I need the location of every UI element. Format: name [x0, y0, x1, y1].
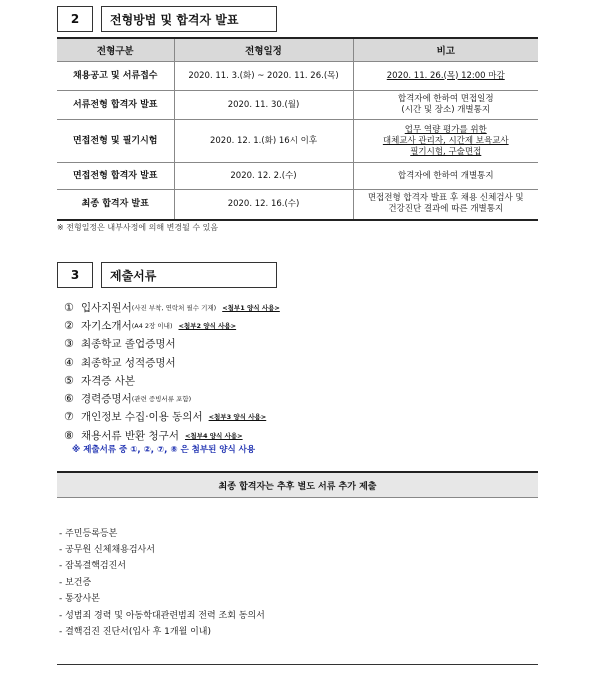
extra-documents-list — [59, 524, 265, 639]
list-item: - 성범죄 경력 및 아동학대관련범죄 전력 조회 동의서 — [59, 610, 265, 621]
stage-note: 합격자에 한하여 개별통지 — [353, 163, 538, 190]
table-header-row — [57, 38, 538, 62]
table-row — [57, 120, 538, 163]
table-row — [57, 190, 538, 220]
table-row — [57, 62, 538, 91]
stage-date: 2020. 11. 30.(월) — [174, 91, 353, 120]
list-item: ⑧ 채용서류 반환 청구서 <첨부4 양식 사용> — [64, 428, 243, 442]
stage-date: 2020. 12. 16.(수) — [174, 190, 353, 220]
section-2-heading — [57, 6, 277, 32]
list-item: - 잠복결핵검진서 — [59, 561, 126, 572]
section-number: 2 — [57, 6, 93, 32]
list-item: - 보건증 — [59, 577, 92, 588]
column-header: 전형일정 — [174, 38, 353, 62]
list-item: ⑦ 개인정보 수집·이용 동의서 <첨부3 양식 사용> — [64, 410, 267, 424]
table-row — [57, 163, 538, 190]
list-item: ② 자기소개서 (A4 2장 이내) <첨부2 양식 사용> — [64, 318, 237, 332]
stage-note: 업무 역량 평가를 위한 대체교사 관리자, 시간제 보육교사 필기시험, 구술면접 — [353, 120, 538, 163]
list-item: - 공무원 신체채용검사서 — [59, 545, 155, 556]
list-item: ⑤ 자격증 사본 — [64, 373, 136, 387]
final-submission-banner: 최종 합격자는 추후 별도 서류 추가 제출 — [57, 471, 538, 498]
section-3-heading — [57, 262, 277, 288]
list-item: ③ 최종학교 졸업증명서 — [64, 337, 176, 351]
section-title: 제출서류 — [101, 262, 277, 288]
bottom-divider — [57, 664, 538, 665]
section-number: 3 — [57, 262, 93, 288]
stage-note: 면접전형 합격자 발표 후 채용 신체검사 및 건강진단 결과에 따른 개별통지 — [353, 190, 538, 220]
table-row — [57, 91, 538, 120]
list-item: ⑥ 경력증명서 (관련 증빙서류 포함) — [64, 392, 192, 406]
stage-note: 2020. 11. 26.(목) 12:00 마감 — [353, 62, 538, 91]
stage-note: 합격자에 한하여 면접일정 (시간 및 장소) 개별통지 — [353, 91, 538, 120]
schedule-note: ※ 전형일정은 내부사정에 의해 변경될 수 있음 — [57, 223, 219, 232]
documents-note: ※ 제출서류 중 ①, ②, ⑦, ⑧ 은 첨부된 양식 사용 — [72, 445, 256, 455]
stage-name: 면접전형 및 필기시험 — [57, 120, 174, 163]
list-item: - 결핵검진 진단서(입사 후 1개월 이내) — [59, 627, 212, 638]
list-item: - 주민등록등본 — [59, 528, 118, 539]
list-item: ④ 최종학교 성적증명서 — [64, 355, 176, 369]
list-item: ① 입사지원서 (사진 부착, 연락처 필수 기재) <첨부1 양식 사용> — [64, 300, 280, 314]
stage-name: 면접전형 합격자 발표 — [57, 163, 174, 190]
schedule-table — [57, 37, 538, 221]
stage-name: 최종 합격자 발표 — [57, 190, 174, 220]
required-documents-list — [64, 298, 280, 444]
list-item: - 통장사본 — [59, 594, 100, 605]
stage-date: 2020. 12. 1.(화) 16시 이후 — [174, 120, 353, 163]
column-header: 비고 — [353, 38, 538, 62]
column-header: 전형구분 — [57, 38, 174, 62]
stage-date: 2020. 11. 3.(화) ~ 2020. 11. 26.(목) — [174, 62, 353, 91]
stage-name: 채용공고 및 서류접수 — [57, 62, 174, 91]
section-title: 전형방법 및 합격자 발표 — [101, 6, 277, 32]
stage-date: 2020. 12. 2.(수) — [174, 163, 353, 190]
stage-name: 서류전형 합격자 발표 — [57, 91, 174, 120]
